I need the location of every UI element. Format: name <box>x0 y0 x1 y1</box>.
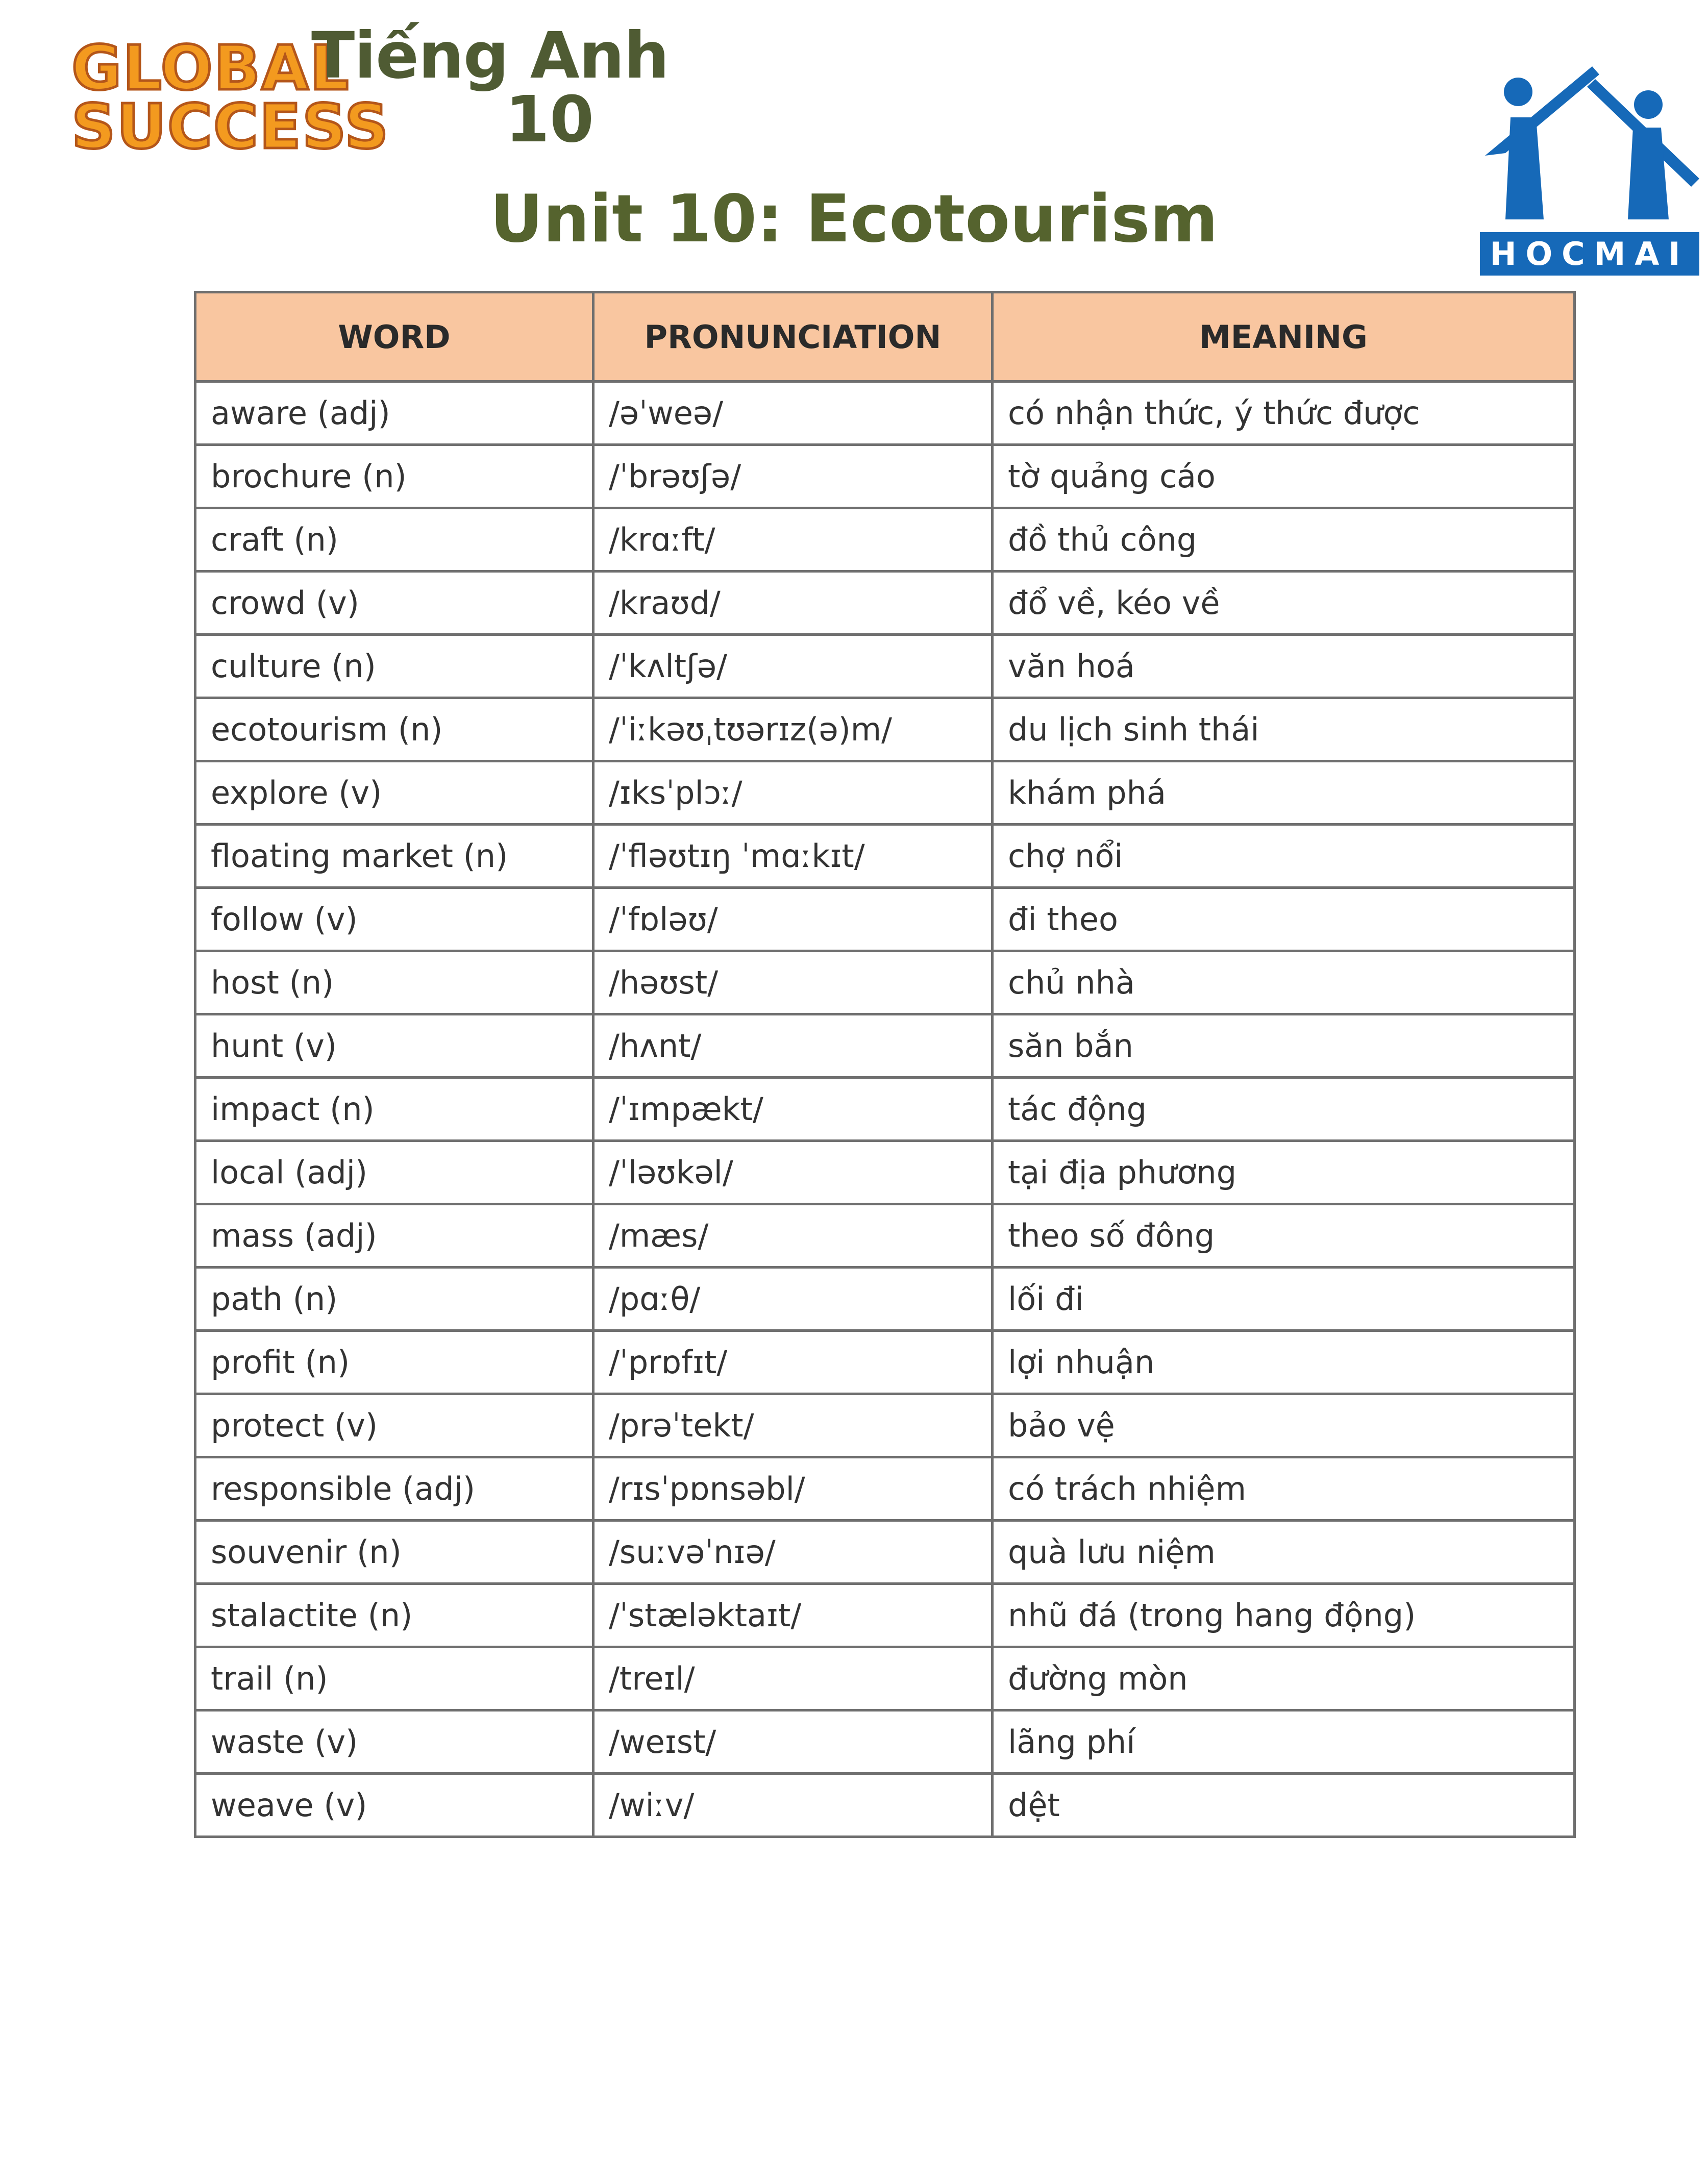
cell-meaning: tại địa phương <box>993 1141 1575 1204</box>
header-word: WORD <box>195 292 593 382</box>
global-success-logo-line1: GLOBAL <box>71 33 350 104</box>
cell-word: responsible (adj) <box>195 1457 593 1521</box>
cell-meaning: có nhận thức, ý thức được <box>993 382 1575 445</box>
cell-word: local (adj) <box>195 1141 593 1204</box>
cell-meaning: lợi nhuận <box>993 1331 1575 1394</box>
table-row <box>195 1268 1575 1331</box>
cell-pronunciation: /ˈprɒfɪt/ <box>593 1331 993 1394</box>
cell-word: profit (n) <box>195 1331 593 1394</box>
cell-meaning: săn bắn <box>993 1014 1575 1078</box>
cell-word: culture (n) <box>195 635 593 698</box>
table-row <box>195 888 1575 951</box>
cell-word: explore (v) <box>195 761 593 825</box>
cell-pronunciation: /suːvəˈnɪə/ <box>593 1521 993 1584</box>
cell-pronunciation: /ˈbrəʊʃə/ <box>593 445 993 508</box>
cell-pronunciation: /krɑːft/ <box>593 508 993 572</box>
cell-meaning: có trách nhiệm <box>993 1457 1575 1521</box>
cell-word: waste (v) <box>195 1710 593 1774</box>
cell-meaning: quà lưu niệm <box>993 1521 1575 1584</box>
cell-word: mass (adj) <box>195 1204 593 1268</box>
global-success-logo-line2: SUCCESS <box>71 92 390 163</box>
table-row <box>195 1204 1575 1268</box>
cell-pronunciation: /ˈkʌltʃə/ <box>593 635 993 698</box>
cell-pronunciation: /ˈləʊkəl/ <box>593 1141 993 1204</box>
vocabulary-table <box>194 291 1576 1838</box>
cell-pronunciation: /weɪst/ <box>593 1710 993 1774</box>
cell-pronunciation: /ˈfləʊtɪŋ ˈmɑːkɪt/ <box>593 825 993 888</box>
cell-meaning: khám phá <box>993 761 1575 825</box>
cell-meaning: tác động <box>993 1078 1575 1141</box>
cell-meaning: du lịch sinh thái <box>993 698 1575 761</box>
table-row <box>195 1774 1575 1837</box>
cell-pronunciation: /həʊst/ <box>593 951 993 1014</box>
cell-pronunciation: /ɪksˈplɔː/ <box>593 761 993 825</box>
table-row <box>195 635 1575 698</box>
table-row <box>195 1078 1575 1141</box>
table-row <box>195 1331 1575 1394</box>
table-row <box>195 761 1575 825</box>
book-grade: 10 <box>505 83 594 157</box>
cell-pronunciation: /rɪsˈpɒnsəbl/ <box>593 1457 993 1521</box>
cell-meaning: tờ quảng cáo <box>993 445 1575 508</box>
cell-word: impact (n) <box>195 1078 593 1141</box>
cell-word: hunt (v) <box>195 1014 593 1078</box>
table-row <box>195 382 1575 445</box>
table-row <box>195 508 1575 572</box>
cell-word: craft (n) <box>195 508 593 572</box>
cell-pronunciation: /hʌnt/ <box>593 1014 993 1078</box>
book-title: Tiếng Anh <box>311 19 669 93</box>
table-row <box>195 1141 1575 1204</box>
table-header-row <box>195 292 1575 382</box>
cell-pronunciation: /pɑːθ/ <box>593 1268 993 1331</box>
table-row <box>195 1521 1575 1584</box>
page-title: Unit 10: Ecotourism <box>490 181 1218 257</box>
table-row <box>195 1584 1575 1647</box>
cell-word: souvenir (n) <box>195 1521 593 1584</box>
cell-pronunciation: /ˈɪmpækt/ <box>593 1078 993 1141</box>
cell-word: crowd (v) <box>195 572 593 635</box>
cell-word: stalactite (n) <box>195 1584 593 1647</box>
cell-pronunciation: /ˈstæləktaɪt/ <box>593 1584 993 1647</box>
cell-meaning: đường mòn <box>993 1647 1575 1710</box>
cell-meaning: chủ nhà <box>993 951 1575 1014</box>
cell-meaning: dệt <box>993 1774 1575 1837</box>
table-row <box>195 1457 1575 1521</box>
cell-meaning: văn hoá <box>993 635 1575 698</box>
cell-meaning: đồ thủ công <box>993 508 1575 572</box>
header-meaning: MEANING <box>993 292 1575 382</box>
cell-pronunciation: /mæs/ <box>593 1204 993 1268</box>
cell-meaning: đi theo <box>993 888 1575 951</box>
cell-pronunciation: /ˈiːkəʊˌtʊərɪz(ə)m/ <box>593 698 993 761</box>
cell-word: brochure (n) <box>195 445 593 508</box>
cell-meaning: bảo vệ <box>993 1394 1575 1457</box>
table-row <box>195 951 1575 1014</box>
table-row <box>195 445 1575 508</box>
table-row <box>195 825 1575 888</box>
cell-word: path (n) <box>195 1268 593 1331</box>
table-row <box>195 1394 1575 1457</box>
cell-meaning: theo số đông <box>993 1204 1575 1268</box>
cell-pronunciation: /əˈweə/ <box>593 382 993 445</box>
table-row <box>195 1710 1575 1774</box>
cell-meaning: chợ nổi <box>993 825 1575 888</box>
cell-word: host (n) <box>195 951 593 1014</box>
cell-word: weave (v) <box>195 1774 593 1837</box>
table-row <box>195 1014 1575 1078</box>
table-row <box>195 572 1575 635</box>
cell-pronunciation: /prəˈtekt/ <box>593 1394 993 1457</box>
cell-meaning: lãng phí <box>993 1710 1575 1774</box>
cell-pronunciation: /ˈfɒləʊ/ <box>593 888 993 951</box>
table-body <box>195 382 1575 1837</box>
cell-meaning: lối đi <box>993 1268 1575 1331</box>
cell-word: protect (v) <box>195 1394 593 1457</box>
table-row <box>195 1647 1575 1710</box>
cell-pronunciation: /treɪl/ <box>593 1647 993 1710</box>
hocmai-label: HOCMAI <box>1480 232 1699 276</box>
cell-word: floating market (n) <box>195 825 593 888</box>
cell-word: follow (v) <box>195 888 593 951</box>
cell-word: ecotourism (n) <box>195 698 593 761</box>
cell-meaning: đổ về, kéo về <box>993 572 1575 635</box>
table-row <box>195 698 1575 761</box>
cell-meaning: nhũ đá (trong hang động) <box>993 1584 1575 1647</box>
cell-pronunciation: /wiːv/ <box>593 1774 993 1837</box>
header-pronunciation: PRONUNCIATION <box>593 292 993 382</box>
cell-word: aware (adj) <box>195 382 593 445</box>
cell-word: trail (n) <box>195 1647 593 1710</box>
cell-pronunciation: /kraʊd/ <box>593 572 993 635</box>
